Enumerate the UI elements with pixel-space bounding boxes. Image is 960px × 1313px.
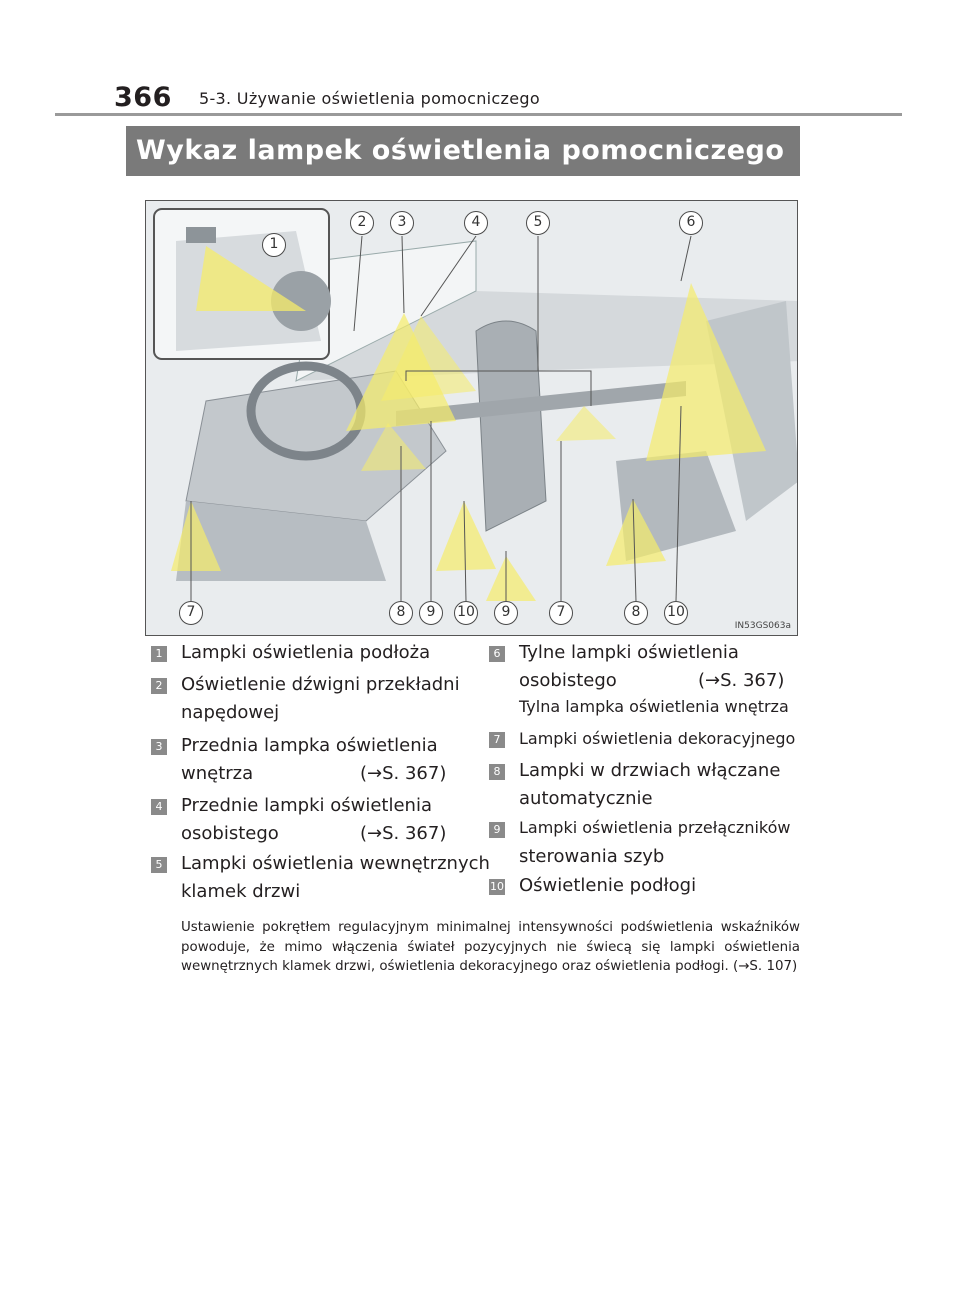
callout-10-b: 9 bbox=[494, 601, 518, 625]
legend-badge-3: 3 bbox=[151, 739, 167, 755]
legend-text-4-line1: Przednie lampki oświetlenia bbox=[181, 795, 432, 816]
page-number: 366 bbox=[114, 82, 172, 113]
legend-text-4-line2: osobistego bbox=[181, 823, 279, 844]
legend-badge-9: 9 bbox=[489, 822, 505, 838]
legend-text-10-line1: Oświetlenie podłogi bbox=[519, 875, 697, 896]
page-title: Wykaz lampek oświetlenia pomocniczego bbox=[136, 135, 785, 166]
callout-9-b: 7 bbox=[549, 601, 573, 625]
header-rule bbox=[55, 113, 902, 116]
legend-badge-5: 5 bbox=[151, 857, 167, 873]
legend-text-8-line1: Lampki w drzwiach włączane bbox=[519, 760, 781, 781]
footnote: Ustawienie pokrętłem regulacyjnym minimalnej intensywności podświetlenia wskaźników powoduje, że mimo włączenia świateł pozycyjnych nie świecą się lampki oświetlenia wewnętrznych klamek drzwi, oświetlenia dekoracyjnego oraz oświetlenia podłogi. (→S. 107) bbox=[181, 920, 800, 974]
legend-badge-4: 4 bbox=[151, 799, 167, 815]
legend-text-7-line1: Lampki oświetlenia dekoracyjnego bbox=[519, 729, 796, 748]
title-bar bbox=[126, 126, 800, 176]
legend-text-5-line2: klamek drzwi bbox=[181, 881, 301, 902]
legend-text-5-line1: Lampki oświetlenia wewnętrznych bbox=[181, 853, 490, 874]
legend-ref-6: (→S. 367) bbox=[698, 670, 785, 691]
callout-7-a: 9 bbox=[419, 601, 443, 625]
legend-text-6-line3: Tylna lampka oświetlenia wnętrza bbox=[519, 697, 789, 716]
legend-badge-2: 2 bbox=[151, 678, 167, 694]
callout-1: 1 bbox=[262, 233, 286, 257]
legend-text-9-line1: Lampki oświetlenia przełączników bbox=[519, 818, 791, 837]
legend-badge-8: 8 bbox=[489, 764, 505, 780]
legend-text-1-line1: Lampki oświetlenia podłoża bbox=[181, 642, 431, 663]
legend-text-6-line1: Tylne lampki oświetlenia bbox=[519, 642, 739, 663]
callout-9-a: 8 bbox=[389, 601, 413, 625]
legend-ref-3: (→S. 367) bbox=[360, 763, 447, 784]
callout-4: 4 bbox=[464, 211, 488, 235]
callout-8-b: 8 bbox=[624, 601, 648, 625]
legend-text-2-line1: Oświetlenie dźwigni przekładni bbox=[181, 674, 460, 695]
legend-badge-1: 1 bbox=[151, 646, 167, 662]
legend-ref-4: (→S. 367) bbox=[360, 823, 447, 844]
legend-badge-6: 6 bbox=[489, 646, 505, 662]
legend-badge-10: 10 bbox=[490, 880, 504, 893]
legend-text-6-line2: osobistego bbox=[519, 670, 617, 691]
callout-6: 6 bbox=[679, 211, 703, 235]
callout-7-b: 10 bbox=[664, 601, 688, 625]
legend-badge-7: 7 bbox=[489, 732, 505, 748]
legend-text-2-line2: napędowej bbox=[181, 702, 280, 723]
legend-text-3-line2: wnętrza bbox=[181, 763, 254, 784]
callout-10-left: 7 bbox=[179, 601, 203, 625]
interior-lights-figure bbox=[145, 200, 798, 636]
callout-8-a: 10 bbox=[454, 601, 478, 625]
callout-3: 3 bbox=[390, 211, 414, 235]
callout-2: 2 bbox=[350, 211, 374, 235]
legend-text-9-line2: sterowania szyb bbox=[519, 846, 665, 867]
figure-code: IN53GS063a bbox=[734, 621, 791, 631]
callout-5: 5 bbox=[526, 211, 550, 235]
section-header: 5-3. Używanie oświetlenia pomocniczego bbox=[199, 89, 540, 108]
car-interior-illustration bbox=[146, 201, 798, 636]
legend-text-8-line2: automatycznie bbox=[519, 788, 653, 809]
legend-text-3-line1: Przednia lampka oświetlenia bbox=[181, 735, 438, 756]
